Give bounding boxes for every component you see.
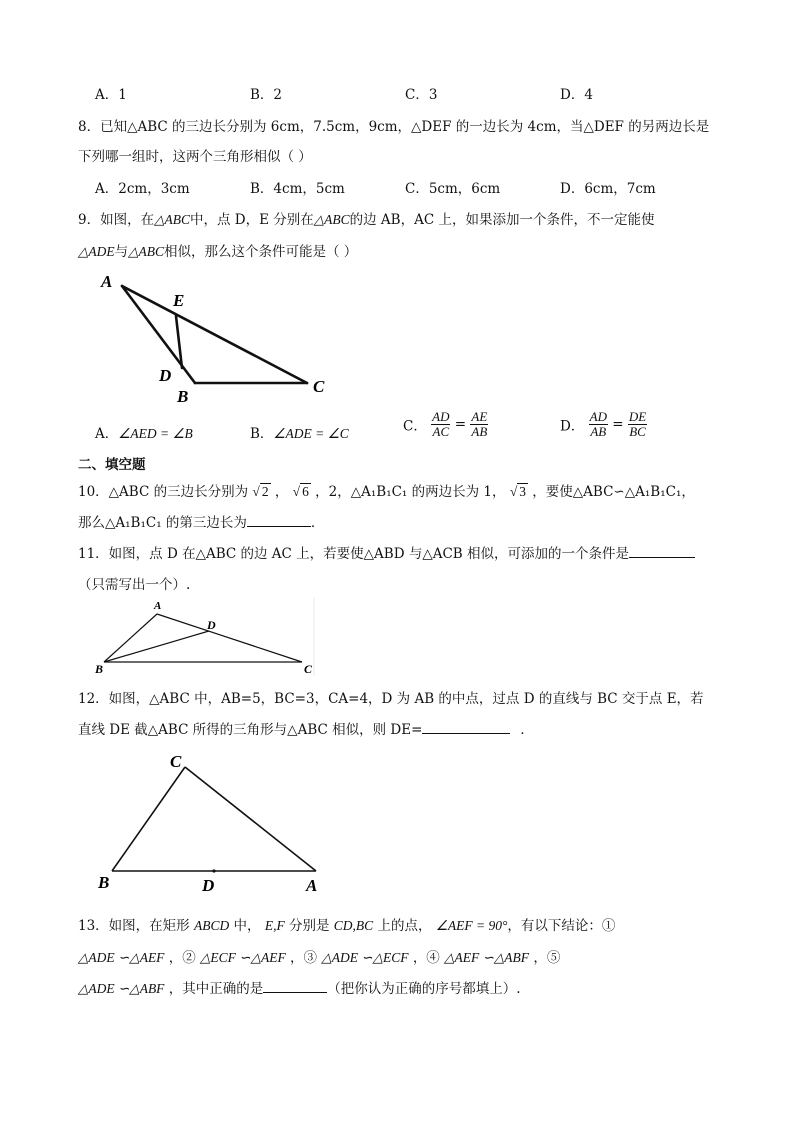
q12-segment-ca — [185, 767, 316, 871]
q13-answer-blank[interactable] — [263, 978, 327, 993]
fraction-numerator: AD — [432, 409, 450, 424]
q10-stem-line1 — [78, 480, 695, 500]
q13-conclusion-4: △AEF ∽△ABF — [444, 950, 530, 965]
q11-segment-bd — [104, 631, 209, 662]
q9-option-d — [560, 410, 647, 439]
q7-option-b: B．2 — [250, 87, 283, 103]
q9-triangle-abc: △ABC — [154, 212, 190, 227]
q9-label-a: A — [101, 272, 113, 291]
q13-stem-line1 — [78, 914, 615, 934]
q8-option-b: B．4cm，5cm — [250, 181, 345, 197]
q11-stem-line2: （只需写出一个）. — [78, 577, 191, 593]
q9-label-e: E — [173, 291, 185, 310]
equals-sign: = — [612, 416, 624, 433]
q9-label-b: B — [177, 387, 189, 406]
fraction-denominator: BC — [629, 424, 646, 439]
q13-text: 13．如图，在矩形 — [78, 918, 190, 934]
q13-stem-line3 — [78, 977, 521, 997]
q11-stem-line1 — [78, 542, 695, 562]
q9-text: 相似，那么这个条件可能是（ ） — [164, 244, 358, 260]
fraction-numerator: AE — [471, 409, 488, 424]
fraction-denominator: AB — [590, 424, 607, 439]
q7-option-a: A．1 — [95, 87, 127, 103]
q8-stem-line1: 8．已知△ABC 的三边长分别为 6cm，7.5cm，9cm，△DEF 的一边长为 4cm，当△DEF 的另两边长是 — [78, 119, 710, 135]
q9-option-b-label: B． — [250, 426, 274, 442]
q9-option-d-label: D． — [560, 418, 585, 435]
q9-option-c-fraction1 — [431, 410, 450, 439]
fraction-numerator: DE — [628, 409, 647, 424]
q12-figure — [90, 745, 340, 897]
q13-text: ，其中正确的是 — [168, 981, 264, 997]
q13-text: 中， — [233, 918, 261, 934]
q13-text: ，③ — [290, 950, 318, 966]
q13-math: ABCD — [193, 918, 230, 933]
q7-option-d: D．4 — [560, 87, 593, 103]
q9-text: 与 — [114, 244, 129, 260]
sqrt-3: √ 3 — [509, 484, 526, 499]
q12-label-b: B — [98, 873, 110, 892]
q9-option-b — [250, 422, 349, 442]
q12-label-c: C — [170, 752, 182, 771]
q13-conclusion-1: △ADE ∽△AEF — [78, 950, 165, 965]
q12-label-d: D — [202, 876, 215, 895]
q9-option-d-fraction1 — [589, 410, 608, 439]
q9-option-a-label: A． — [95, 426, 119, 442]
q9-option-a — [95, 422, 193, 442]
q8-option-c: C．5cm，6cm — [405, 181, 501, 197]
q7-option-c: C．3 — [405, 87, 438, 103]
q13-conclusion-3: △ADE ∽△ECF — [321, 950, 409, 965]
q9-text: 9．如图，在 — [78, 212, 155, 228]
radicand: 3 — [519, 484, 526, 499]
q10-text: 那么△A₁B₁C₁ 的第三边长为 — [78, 515, 247, 531]
radicand: 2 — [261, 484, 269, 499]
q10-text: ，2，△A₁B₁C₁ 的两边长为 1， — [315, 484, 506, 500]
q13-text: （把你认为正确的序号都填上）. — [327, 981, 521, 997]
q13-stem-line2 — [78, 946, 560, 966]
q10-text: ， — [274, 484, 289, 500]
sqrt-2: √ 2 — [252, 484, 269, 499]
q9-text: 中，点 D，E 分别在 — [189, 212, 314, 228]
q9-label-d: D — [159, 366, 172, 385]
q11-text: 11．如图，点 D 在△ABC 的边 AC 上，若要使△ABD 与△ACB 相似，可添加的一个条件是 — [78, 546, 630, 562]
q13-text: ，有以下结论：① — [507, 918, 616, 934]
q12-text: 直线 DE 截△ABC 所得的三角形与△ABC 相似，则 DE= — [78, 722, 423, 738]
q10-text: ． — [310, 515, 325, 531]
q13-text: ，④ — [412, 950, 440, 966]
q9-option-c-fraction2 — [470, 410, 488, 439]
q10-answer-blank[interactable] — [247, 512, 311, 527]
q9-option-c-label: C． — [403, 418, 427, 435]
q13-conclusion-2: △ECF ∽△AEF — [200, 950, 286, 965]
q9-triangle-ade: △ADE — [78, 244, 115, 259]
q12-point-d — [212, 869, 215, 872]
q13-conclusion-5: △ADE ∽△ABF — [78, 981, 165, 996]
q13-text: ，⑤ — [533, 950, 561, 966]
q13-math: CD,BC — [333, 918, 374, 933]
q12-segment-cb — [112, 767, 185, 871]
q10-stem-line2 — [78, 511, 324, 531]
q9-stem-line1 — [78, 208, 654, 228]
q9-option-d-fraction2 — [628, 410, 647, 439]
q12-answer-blank[interactable] — [422, 719, 510, 734]
q13-text: ，② — [168, 950, 196, 966]
sqrt-6: √ 6 — [292, 484, 309, 499]
q12-text: ． — [520, 722, 534, 738]
q9-figure — [95, 268, 345, 408]
q11-label-b: B — [95, 662, 104, 676]
q9-option-c — [403, 410, 488, 439]
q9-text: 的边 AB，AC 上，如果添加一个条件，不一定能使 — [349, 212, 655, 228]
q8-option-d: D．6cm，7cm — [560, 181, 656, 197]
q8-option-a: A．2cm，3cm — [95, 181, 190, 197]
q10-text: 10．△ABC 的三边长分别为 — [78, 484, 249, 500]
q11-label-c: C — [304, 662, 313, 676]
q9-triangle-abc: △ABC — [313, 212, 350, 227]
fraction-denominator: AB — [471, 424, 488, 439]
q12-stem-line1: 12．如图，△ABC 中，AB=5，BC=3，CA=4，D 为 AB 的中点，过点 D 的直线与 BC 交于点 E，若 — [78, 691, 704, 707]
q9-triangle-abc: △ABC — [128, 244, 165, 259]
fraction-denominator: AC — [432, 424, 450, 439]
q10-text: ，要使△ABC∽△A₁B₁C₁， — [532, 484, 695, 500]
q13-text: 上的点， — [377, 918, 432, 934]
q11-label-d: D — [207, 618, 216, 632]
equals-sign: = — [454, 416, 467, 433]
q13-math: ∠AEF = 90° — [435, 918, 508, 933]
q11-label-a: A — [154, 600, 162, 612]
q8-stem-line2: 下列哪一组时，这两个三角形相似（ ） — [78, 149, 312, 165]
q9-label-c: C — [313, 377, 325, 396]
q11-answer-blank[interactable] — [629, 543, 695, 558]
q9-option-a-math: ∠AED = ∠B — [118, 426, 193, 441]
fraction-numerator: AD — [589, 409, 607, 424]
q9-option-b-math: ∠ADE = ∠C — [273, 426, 349, 441]
radicand: 6 — [302, 484, 309, 499]
q9-segment-ac — [122, 286, 307, 383]
q13-math: E,F — [264, 918, 285, 933]
section-heading: 二、填空题 — [78, 457, 146, 473]
q11-segment-ac — [157, 614, 302, 662]
q9-stem-line2 — [78, 240, 357, 260]
q13-text: 分别是 — [289, 918, 330, 934]
q11-figure — [90, 596, 320, 680]
q12-label-a: A — [306, 876, 318, 895]
q12-stem-line2 — [78, 718, 534, 738]
